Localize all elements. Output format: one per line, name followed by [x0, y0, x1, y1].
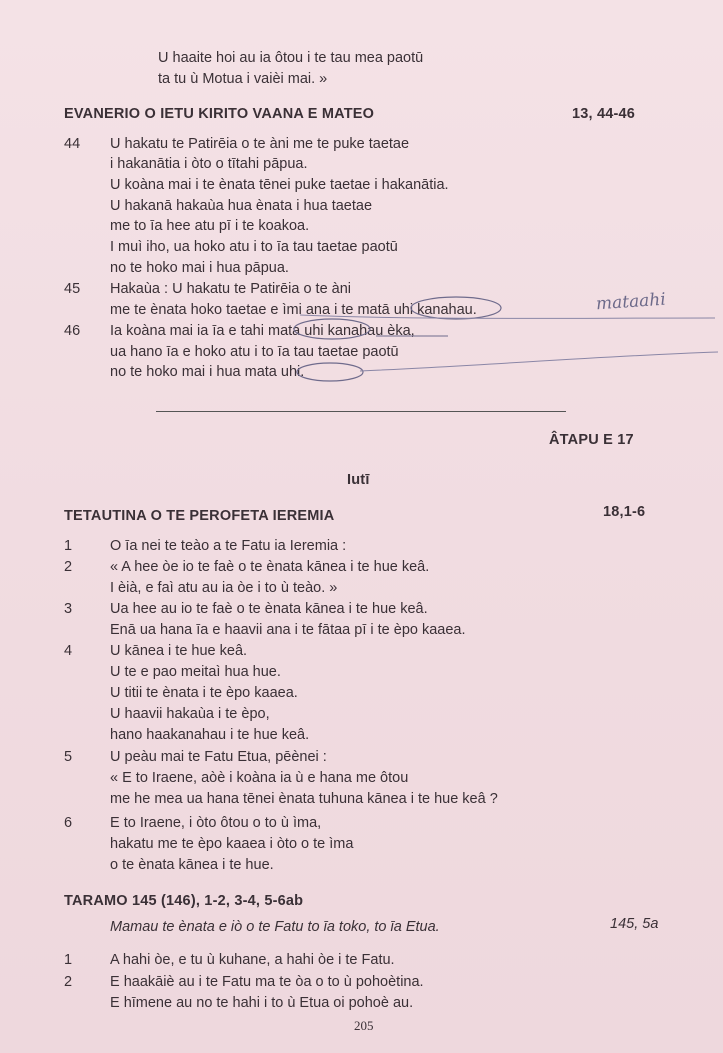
verse-line: I muì iho, ua hoko atu i to īa tau taetae paotū: [110, 239, 398, 255]
verse-line: E hīmene au no te hahi i to ù Etua oi pohoè au.: [110, 995, 414, 1011]
verse-line: I èià, e faì atu au ia òe i to ù teào. »: [110, 580, 338, 596]
verse-line: no te hoko mai i hua pāpua.: [110, 260, 289, 276]
verse-line: Enā ua hana īa e haavii ana i te fātaa pī i te èpo kaaea.: [110, 622, 466, 638]
verse-line: U te e pao meitaì hua hue.: [110, 664, 281, 680]
verse-number: 1: [64, 952, 73, 968]
verse-line: hakatu me te èpo kaaea i òto o te ìma: [110, 836, 354, 852]
verse-line: me te ènata hoko taetae e ìmi ana i te matā uhi kanahau.: [110, 302, 477, 318]
verse-line: hano haakanahau i te hue keâ.: [110, 727, 310, 743]
verse-line: no te hoko mai i hua mata uhi.: [110, 364, 305, 380]
verse-line: U titii te ènata i te èpo kaaea.: [110, 685, 298, 701]
verse-line: ua hano īa e hoko atu i to īa tau taetae paotū: [110, 344, 399, 360]
verse-number: 2: [64, 559, 73, 575]
page-number: 205: [354, 1018, 374, 1033]
reading-label: Iutī: [347, 472, 370, 488]
sunday-title: ÂTAPU E 17: [549, 432, 634, 448]
prophet-ref: 18,1-6: [603, 504, 646, 520]
verse-line: O īa nei te teào a te Fatu ia Ieremia :: [110, 538, 347, 554]
verse-line: U hakanā hakaùa hua ènata i hua taetae: [110, 198, 373, 214]
verse-number: 4: [64, 643, 73, 659]
verse-line: Hakaùa : U hakatu te Patirēia o te àni: [110, 281, 352, 297]
verse-number: 46: [64, 323, 81, 339]
verse-line: U hakatu te Patirēia o te àni me te puke taetae: [110, 136, 410, 152]
psalm-refrain-ref: 145, 5a: [610, 916, 659, 932]
verse-line: U haavii hakaùa i te èpo,: [110, 706, 270, 722]
verse-line: Ua hee au io te faè o te ènata kānea i te hue keâ.: [110, 601, 428, 617]
verse-line: A hahi òe, e tu ù kuhane, a hahi òe i te Fatu.: [110, 952, 395, 968]
verse-line: U koàna mai i te ènata tēnei puke taetae i hakanātia.: [110, 177, 449, 193]
gospel-title: EVANERIO O IETU KIRITO VAANA E MATEO: [64, 106, 375, 122]
verse-line: me he mea ua hana tēnei ènata tuhuna kānea i te hue keâ ?: [110, 791, 498, 807]
verse-line: Ia koàna mai ia īa e tahi mata uhi kanahau èka,: [110, 323, 415, 339]
verse-number: 2: [64, 974, 73, 990]
verse-line: U kānea i te hue keâ.: [110, 643, 248, 659]
verse-line: i hakanātia i òto o tītahi pāpua.: [110, 156, 308, 172]
prophet-title: TETAUTINA O TE PEROFETA IEREMIA: [64, 508, 335, 524]
psalm-refrain: Mamau te ènata e iò o te Fatu to īa toko, to īa Etua.: [110, 919, 440, 935]
handwritten-note: mataahi: [595, 289, 667, 315]
verse-number: 5: [64, 749, 73, 765]
verse-line: « E to Iraene, aòè i koàna ia ù e hana me ôtou: [110, 770, 409, 786]
psalm-title: TARAMO 145 (146), 1-2, 3-4, 5-6ab: [64, 893, 304, 909]
verse-line: me to īa hee atu pī i te koakoa.: [110, 218, 310, 234]
intro-line: ta tu ù Motua i vaièi mai. »: [158, 71, 328, 87]
verse-number: 44: [64, 136, 81, 152]
verse-number: 3: [64, 601, 73, 617]
verse-number: 1: [64, 538, 73, 554]
verse-number: 45: [64, 281, 81, 297]
gospel-ref: 13, 44-46: [572, 106, 636, 122]
verse-line: E haakāiè au i te Fatu ma te òa o to ù pohoètina.: [110, 974, 424, 990]
verse-line: o te ènata kānea i te hue.: [110, 857, 274, 873]
verse-line: E to Iraene, i òto ôtou o to ù ìma,: [110, 815, 322, 831]
section-divider: [156, 411, 566, 412]
verse-line: « A hee òe io te faè o te ènata kānea i te hue keâ.: [110, 559, 430, 575]
verse-number: 6: [64, 815, 73, 831]
intro-line: U haaite hoi au ia ôtou i te tau mea paotū: [158, 50, 424, 66]
verse-line: U peàu mai te Fatu Etua, pēènei :: [110, 749, 327, 765]
